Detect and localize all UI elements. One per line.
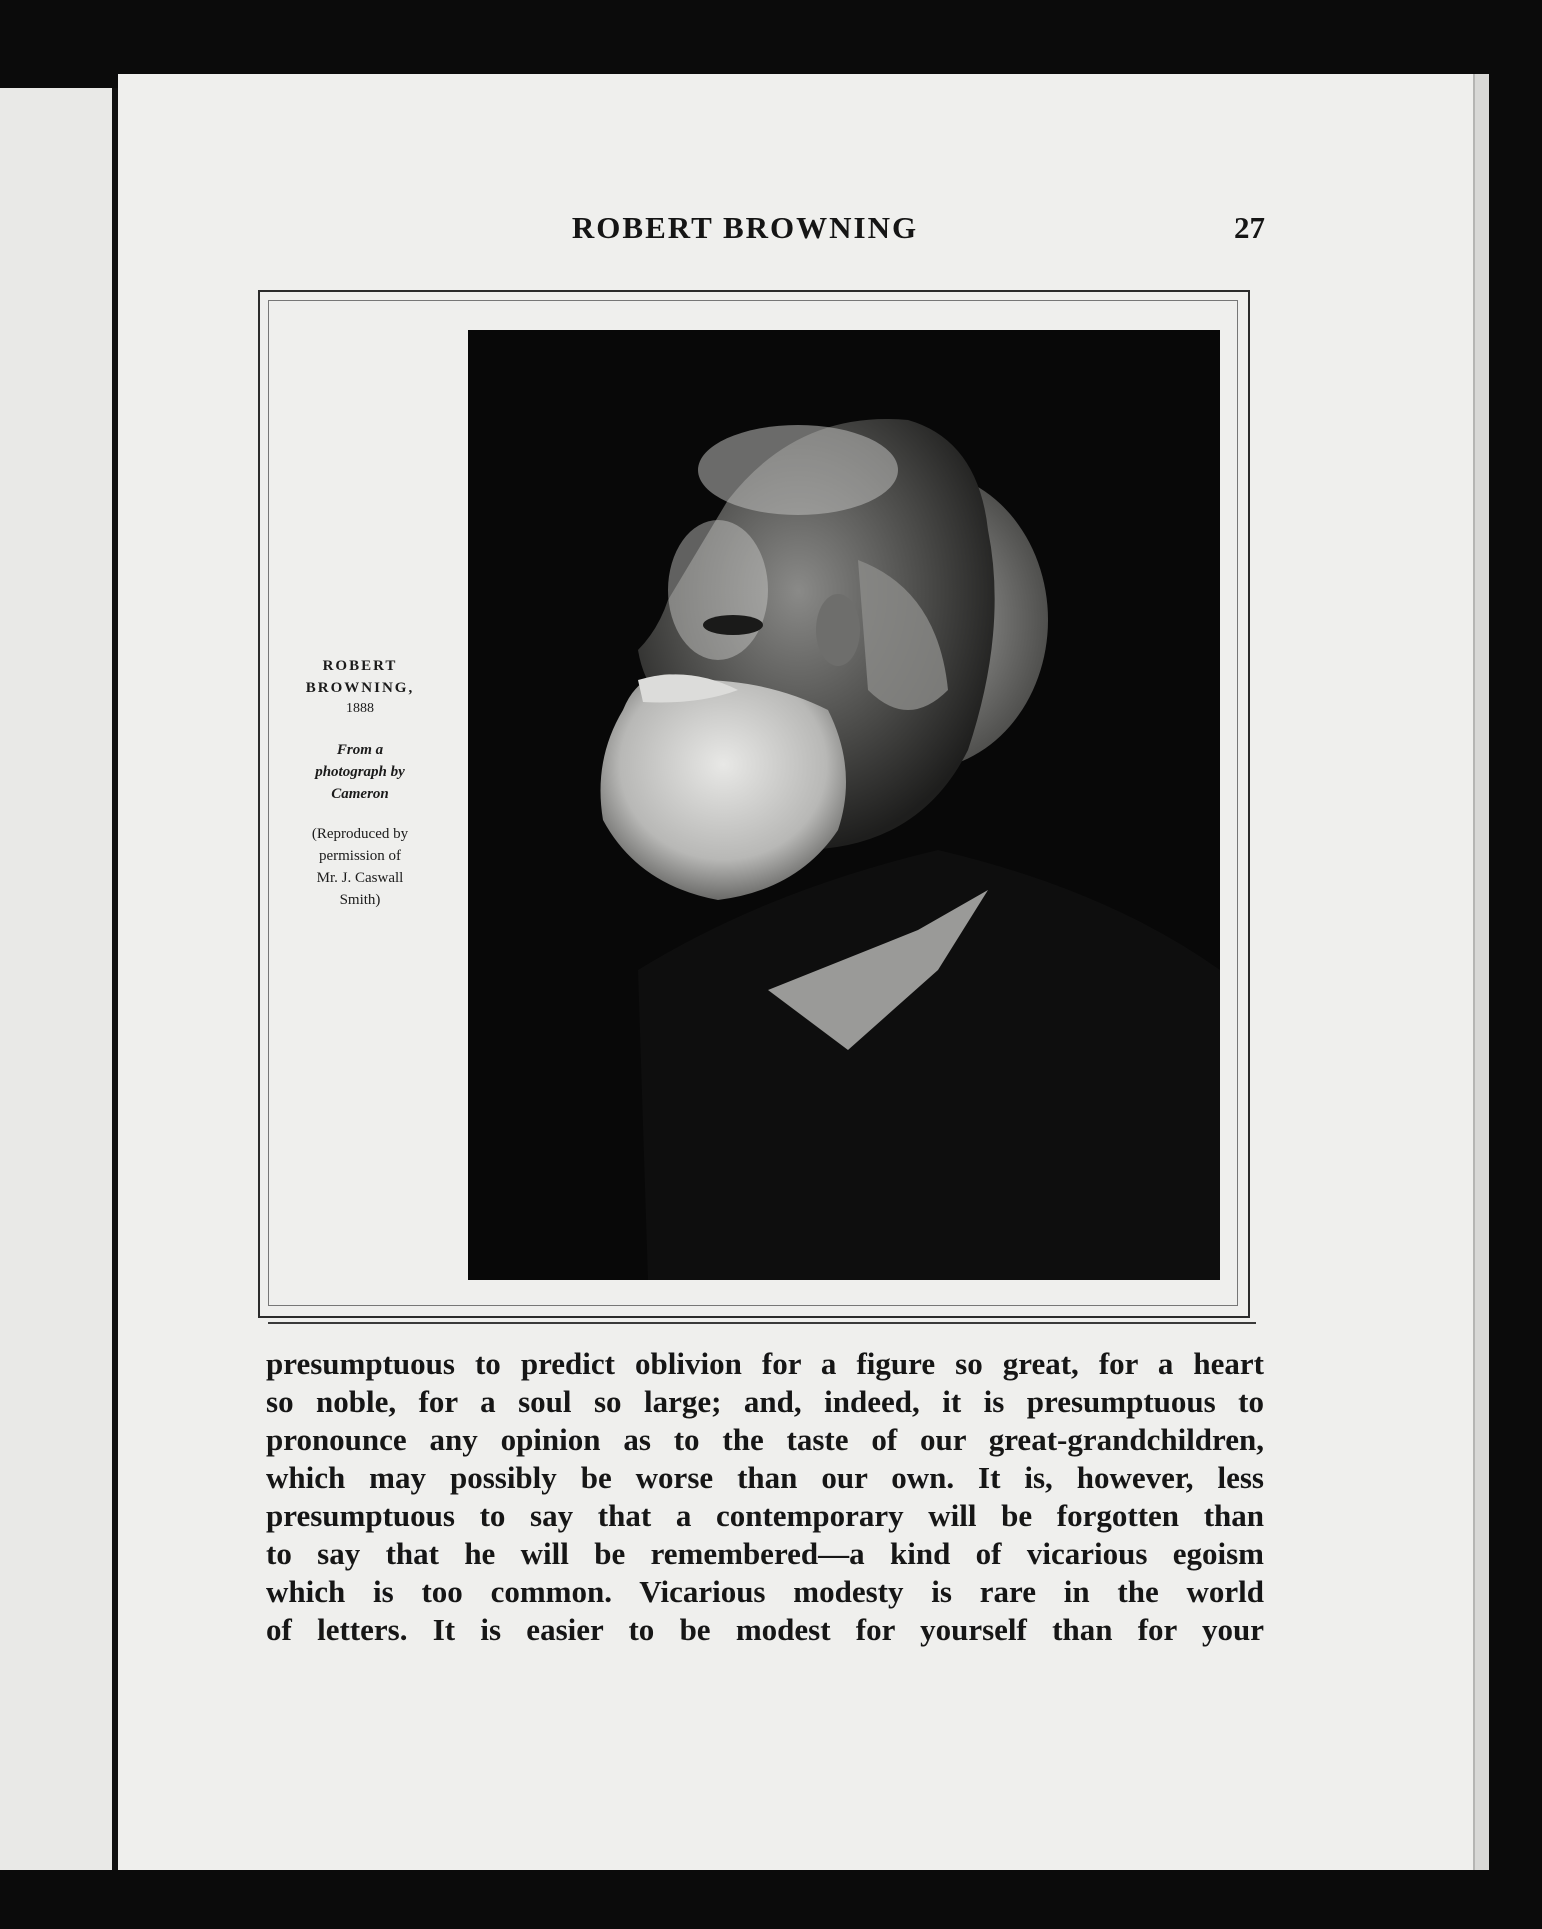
body-line: to say that he will be remembered—a kind of vicarious egoism <box>266 1536 1264 1571</box>
body-line: presumptuous to say that a contemporary will be forgotten than <box>266 1498 1264 1533</box>
body-line: which is too common. Vicarious modesty is rare in the world <box>266 1574 1264 1609</box>
body-line: pronounce any opinion as to the taste of our great-grandchildren, <box>266 1422 1264 1457</box>
portrait-photograph <box>468 330 1220 1280</box>
caption-note-line: permission of <box>318 848 402 864</box>
plate-caption <box>280 655 440 911</box>
body-line: presumptuous to predict oblivion for a figure so great, for a heart <box>266 1346 1264 1381</box>
caption-note-line: Mr. J. Caswall <box>316 870 404 886</box>
page-edge <box>1473 74 1489 1870</box>
body-paragraph <box>266 1345 1264 1649</box>
caption-credit-line: photograph by <box>315 764 405 780</box>
body-line: so noble, for a soul so large; and, indeed, it is presumptuous to <box>266 1384 1264 1419</box>
running-title: ROBERT BROWNING <box>571 210 919 245</box>
plate-bottom-rule <box>268 1322 1256 1324</box>
body-line: which may possibly be worse than our own. It is, however, less <box>266 1460 1264 1495</box>
caption-year: 1888 <box>346 701 374 716</box>
caption-credit-line: From a <box>336 742 384 758</box>
caption-note-line: Smith) <box>339 892 381 908</box>
caption-title-line: BROWNING, <box>305 680 415 696</box>
caption-note-line: (Reproduced by <box>311 826 409 842</box>
caption-title-line: ROBERT <box>322 658 398 674</box>
facing-page-edge <box>0 88 112 1870</box>
body-line: of letters. It is easier to be modest for yourself than for your <box>266 1612 1264 1647</box>
page-number: 27 <box>1234 210 1265 245</box>
caption-credit-line: Cameron <box>331 786 389 802</box>
